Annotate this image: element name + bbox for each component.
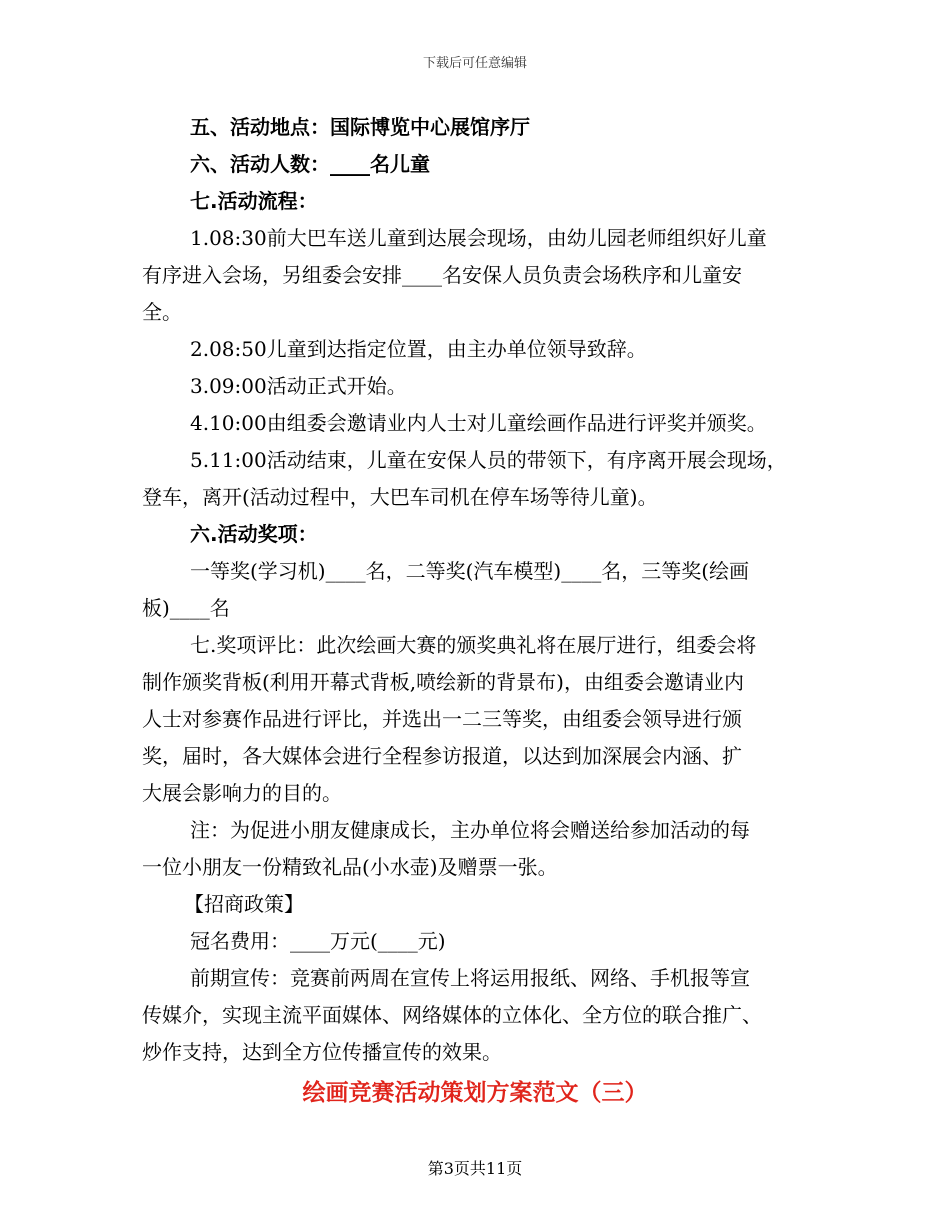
paragraph-line: 冠名费用：____万元(____元)	[190, 929, 446, 953]
paragraph-line: 七.奖项评比：此次绘画大赛的颁奖典礼将在展厅进行，组委会将	[190, 633, 757, 657]
page-header: 下载后可任意编辑	[422, 56, 527, 71]
paragraph-line: 人士对参赛作品进行评比，并选出一二三等奖，由组委会领导进行颁	[142, 707, 742, 731]
paragraph-line: 2.08:50儿童到达指定位置，由主办单位领导致辞。	[190, 337, 647, 361]
paragraph-line: 板)____名	[142, 596, 230, 620]
section-heading-awards: 六.活动奖项：	[190, 522, 318, 546]
paragraph-line: 4.10:00由组委会邀请业内人士对儿童绘画作品进行评奖并颁奖。	[190, 411, 767, 435]
paragraph-line: 一等奖(学习机)____名，二等奖(汽车模型)____名，三等奖(绘画	[190, 559, 750, 583]
paragraph-line: 传媒介，实现主流平面媒体、网络媒体的立体化、全方位的联合推广、	[142, 1003, 762, 1027]
section-heading-process: 七.活动流程：	[190, 189, 318, 213]
paragraph-line: 炒作支持，达到全方位传播宣传的效果。	[142, 1040, 502, 1064]
paragraph-line: 3.09:00活动正式开始。	[190, 374, 407, 398]
paragraph-line: 注：为促进小朋友健康成长，主办单位将会赠送给参加活动的每	[190, 818, 750, 842]
paragraph-line: 奖，届时，各大媒体会进行全程参访报道，以达到加深展会内涵、扩	[142, 744, 742, 768]
paragraph-line: 有序进入会场，另组委会安排____名安保人员负责会场秩序和儿童安	[142, 263, 742, 287]
paragraph-line: 5.11:00活动结束，儿童在安保人员的带领下，有序离开展会现场，	[190, 448, 787, 472]
page-footer: 第3页共11页	[427, 1159, 523, 1178]
paragraph-line: 制作颁奖背板(利用开幕式背板,喷绘新的背景布)，由组委会邀请业内	[142, 670, 744, 694]
paragraph-line: 全。	[142, 300, 182, 324]
paragraph-line: 【招商政策】	[184, 892, 304, 916]
section-heading-venue: 五、活动地点：国际博览中心展馆序厅	[190, 115, 530, 139]
paragraph-line: 1.08:30前大巴车送儿童到达展会现场，由幼儿园老师组织好儿童	[190, 226, 767, 250]
paragraph-line: 大展会影响力的目的。	[142, 781, 342, 805]
paragraph-line: 登车，离开(活动过程中，大巴车司机在停车场等待儿童)。	[142, 485, 658, 509]
paragraph-line: 一位小朋友一份精致礼品(小水壶)及赠票一张。	[142, 855, 558, 879]
paragraph-line: 前期宣传：竞赛前两周在宣传上将运用报纸、网络、手机报等宣	[190, 966, 750, 990]
section-heading-participants: 六、活动人数：____名儿童	[190, 152, 430, 176]
section-title: 绘画竞赛活动策划方案范文（三）	[302, 1080, 648, 1106]
